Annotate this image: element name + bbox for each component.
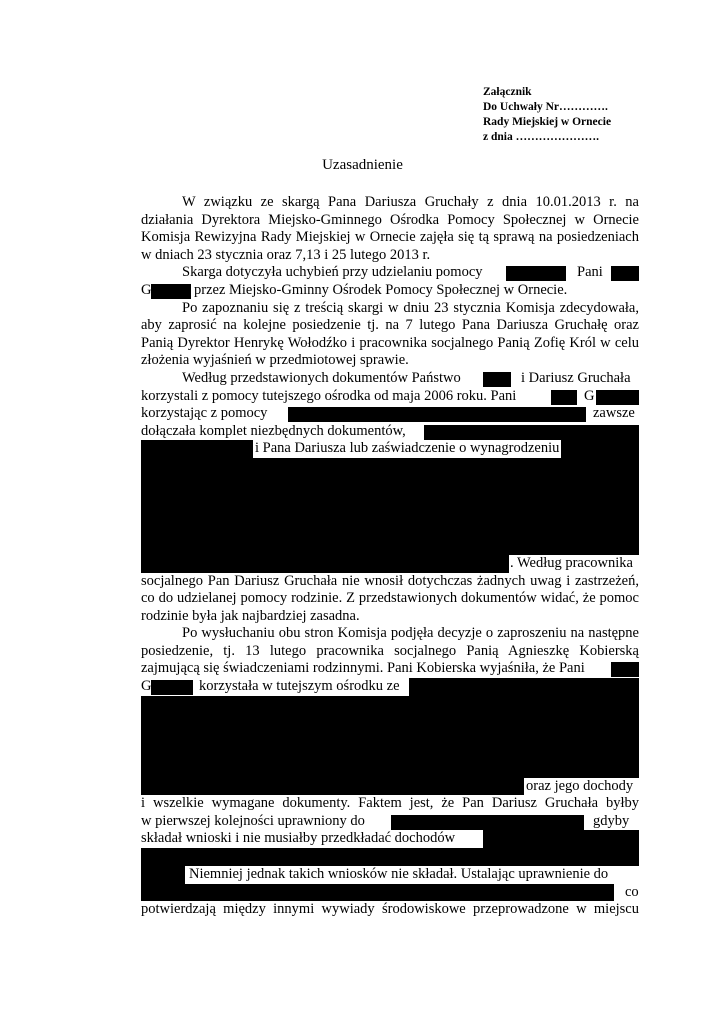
redaction-block bbox=[561, 440, 639, 458]
redaction-block bbox=[141, 866, 185, 884]
text-span: oraz jego dochody bbox=[526, 777, 634, 794]
text-line: w dniach 23 stycznia oraz 7,13 i 25 lutego 2013 r. bbox=[141, 246, 431, 263]
text-span: co bbox=[625, 883, 639, 900]
text-line bbox=[141, 440, 639, 458]
text-line bbox=[141, 370, 639, 388]
redaction-block bbox=[506, 266, 566, 281]
redaction-block bbox=[141, 778, 524, 796]
text-span: zawsze bbox=[593, 405, 635, 422]
text-line: posiedzenie, tj. 13 lutego pracownika socjalnego Panią Agnieszkę Kobierską bbox=[141, 642, 639, 659]
redaction-block bbox=[151, 284, 191, 299]
redaction-block bbox=[141, 696, 639, 778]
text-line: i wszelkie wymagane dokumenty. Faktem jest, że Pan Dariusz Gruchała byłby bbox=[141, 795, 639, 812]
text-span: zajmującą się świadczeniami rodzinnymi. Pani Kobierska wyjaśniła, że Pani bbox=[141, 660, 585, 677]
text-line bbox=[141, 660, 639, 678]
document-title: Uzasadnienie bbox=[322, 157, 403, 173]
text-line: co do udzielanej pomocy rodzinie. Z przedstawionych dokumentów widać, że pomoc bbox=[141, 590, 639, 607]
redaction-block bbox=[551, 390, 577, 405]
text-line: Po zapoznaniu się z treścią skargi w dniu 23 stycznia Komisja zdecydowała, bbox=[182, 299, 639, 316]
text-line bbox=[141, 884, 639, 902]
header-line-date: z dnia …………………. bbox=[483, 131, 599, 143]
redaction-block bbox=[409, 678, 639, 696]
attachment-header bbox=[483, 85, 611, 145]
redaction-block bbox=[391, 815, 584, 830]
redaction-block bbox=[611, 662, 639, 677]
text-line bbox=[141, 282, 639, 300]
text-span: korzystała w tutejszym ośrodku ze bbox=[199, 678, 400, 695]
text-span: Według przedstawionych dokumentów Państwo bbox=[182, 369, 461, 386]
text-line: W związku ze skargą Pana Dariusza Gruchały z dnia 10.01.2013 r. na bbox=[182, 194, 639, 210]
redaction-block bbox=[483, 372, 511, 387]
text-line bbox=[141, 405, 639, 423]
text-span: przez Miejsko-Gminny Ośrodek Pomocy Społecznej w Ornecie. bbox=[194, 281, 568, 298]
text-span: G bbox=[141, 678, 152, 695]
text-line: Komisja Rewizyjna Rady Miejskiej w Ornecie zajęła się tą sprawą na posiedzeniach bbox=[141, 229, 639, 246]
redaction-block bbox=[424, 425, 639, 440]
text-span: G bbox=[141, 281, 152, 298]
redaction-block bbox=[141, 884, 614, 902]
text-line bbox=[141, 678, 639, 696]
redaction-block bbox=[141, 440, 253, 458]
text-span: . Według pracownika bbox=[510, 554, 633, 571]
text-span: Skarga dotyczyła uchybień przy udzielaniu pomocy bbox=[182, 264, 483, 281]
text-line: działania Dyrektora Miejsko-Gminnego Ośrodka Pomocy Społecznej w Ornecie bbox=[141, 211, 639, 228]
text-span: w pierwszej kolejności uprawniony do bbox=[141, 812, 365, 829]
text-span: Pani bbox=[577, 264, 603, 281]
redaction-block bbox=[141, 848, 639, 866]
redaction-block bbox=[596, 390, 639, 405]
text-line: potwierdzają między innymi wywiady środowiskowe przeprowadzone w miejscu bbox=[141, 901, 639, 918]
text-span: gdyby bbox=[593, 812, 630, 829]
header-line-resolution: Do Uchwały Nr…………. bbox=[483, 101, 608, 113]
text-line bbox=[141, 830, 639, 848]
redaction-block bbox=[611, 266, 639, 281]
text-line: socjalnego Pan Dariusz Gruchała nie wnosił dotychczas żadnych uwag i zastrzeżeń, bbox=[141, 572, 639, 589]
text-span: G bbox=[584, 387, 595, 404]
text-span: dołączała komplet niezbędnych dokumentów, bbox=[141, 422, 406, 439]
text-span: składał wnioski i nie musiałby przedkładać dochodów bbox=[141, 830, 456, 847]
redaction-block bbox=[483, 830, 639, 848]
text-line bbox=[141, 866, 639, 884]
text-line bbox=[141, 813, 639, 831]
text-line: rodzinie była jak najbardziej zasadna. bbox=[141, 607, 360, 624]
text-line bbox=[141, 264, 639, 282]
text-line: aby zaprosić na kolejne posiedzenie tj. na 7 lutego Pana Dariusza Gruchałę oraz bbox=[141, 317, 639, 334]
text-span: Niemniej jednak takich wniosków nie składał. Ustalając uprawnienie do bbox=[189, 866, 609, 883]
text-line bbox=[141, 555, 639, 573]
text-span: korzystali z pomocy tutejszego ośrodka od maja 2006 roku. Pani bbox=[141, 387, 517, 404]
header-line-attachment: Załącznik bbox=[483, 86, 532, 98]
header-line-council: Rady Miejskiej w Ornecie bbox=[483, 116, 612, 128]
text-line bbox=[141, 388, 639, 406]
text-line bbox=[141, 778, 639, 796]
redaction-block bbox=[288, 407, 586, 422]
document-body bbox=[141, 194, 639, 919]
text-span: i Pana Dariusza lub zaświadczenie o wynagrodzeniu bbox=[255, 440, 560, 457]
text-line: złożenia wyjaśnień w przedmiotowej sprawie. bbox=[141, 352, 409, 369]
text-span: korzystając z pomocy bbox=[141, 405, 268, 422]
redaction-block bbox=[141, 458, 639, 555]
redaction-block bbox=[151, 680, 193, 695]
text-span: i Dariusz Gruchała bbox=[521, 369, 631, 386]
text-line bbox=[141, 423, 639, 441]
text-line: Panią Dyrektor Henrykę Wołodźko i pracownika socjalnego Panią Zofię Król w celu bbox=[141, 334, 639, 351]
redaction-block bbox=[141, 555, 509, 573]
text-line: Po wysłuchaniu obu stron Komisja podjęła decyzje o zaproszeniu na następne bbox=[182, 625, 639, 642]
